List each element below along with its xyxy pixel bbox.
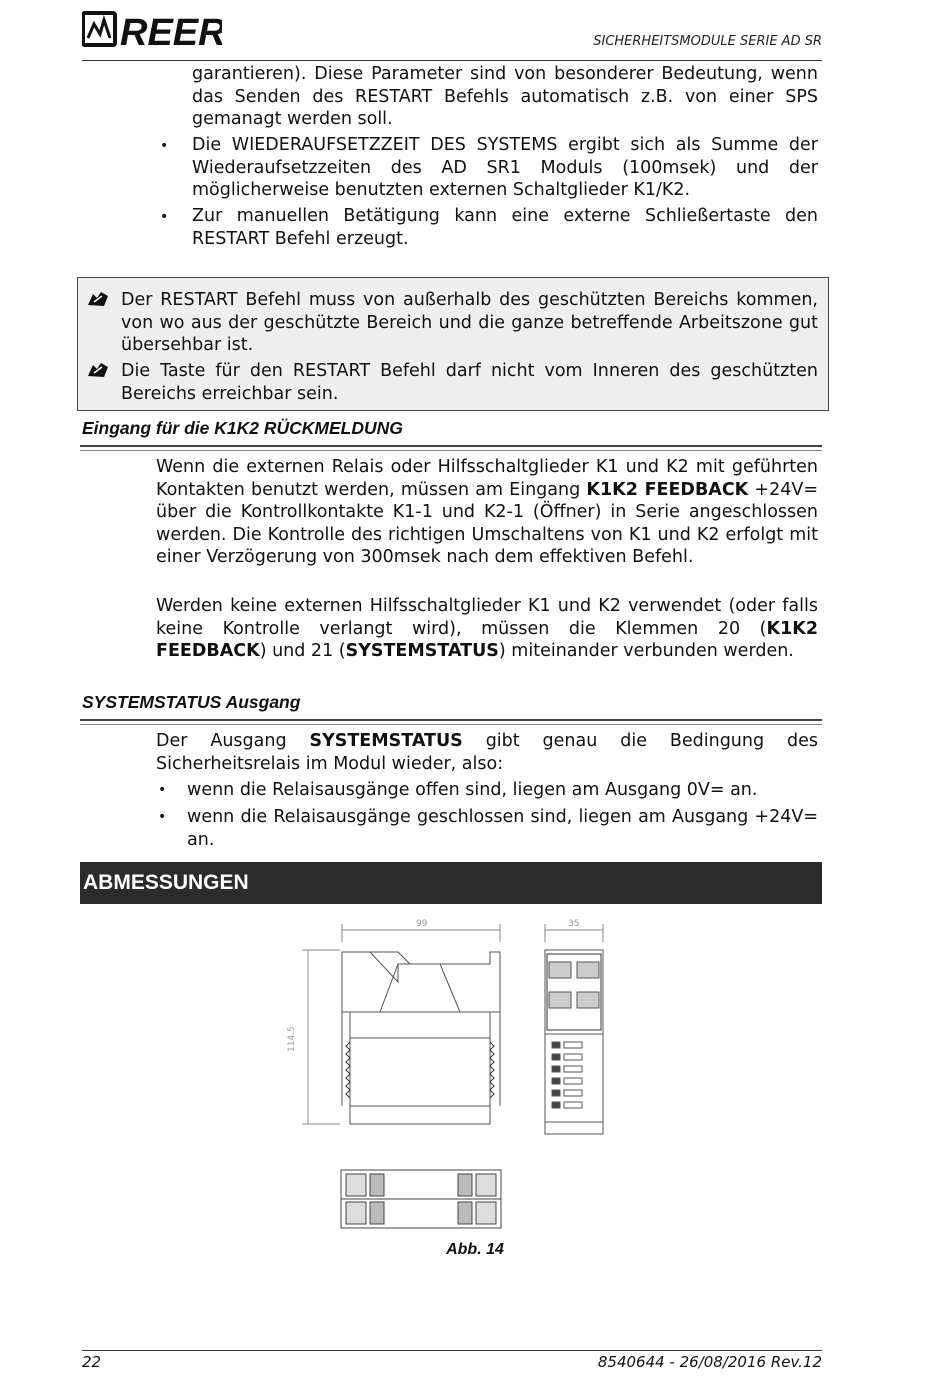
bullet-dot: • — [158, 782, 167, 798]
intro-bullet-1: Die WIEDERAUFSETZZEIT DES SYSTEMS ergibt sich als Summe der Wiederaufsetzzeiten des AD SR1 Moduls (100msek) und der möglicherweise benutzten externen Schaltglieder K1/K2. — [192, 135, 818, 200]
footer-rule — [82, 1350, 822, 1351]
note-hand-icon — [87, 290, 109, 308]
bullet-dot: • — [158, 809, 167, 825]
figure-caption: Abb. 14 — [446, 1241, 504, 1258]
document-reference: 8540644 - 26/08/2016 Rev.12 — [597, 1353, 822, 1371]
systemstatus-paragraph: Der Ausgang SYSTEMSTATUS gibt genau die Bedingung des Sicherheitsrelais im Modul wieder, also: — [156, 731, 818, 774]
note-hand-icon — [87, 361, 109, 379]
systemstatus-bullet-2: wenn die Relaisausgänge geschlossen sind, liegen am Ausgang +24V= an. — [187, 807, 818, 850]
note-2: Die Taste für den RESTART Befehl darf nicht vom Inneren des geschützten Bereichs erreichbar sein. — [121, 361, 818, 404]
systemstatus-bullet-1: wenn die Relaisausgänge offen sind, liegen am Ausgang 0V= an. — [187, 780, 758, 800]
note-box — [77, 277, 829, 411]
intro-bullet-2: Zur manuellen Betätigung kann eine externe Schließertaste den RESTART Befehl erzeugt. — [192, 206, 818, 249]
height-dimension-label: 114.5 — [287, 1026, 297, 1052]
k1k2-paragraph-1: Wenn die externen Relais oder Hilfsschaltglieder K1 und K2 mit geführten Kontakten benutzt werden, müssen am Eingang K1K2 FEEDBACK +24V= über die Kontrollkontakte K1-1 und K2-1 (Öffner) in Serie angeschlossen werden. Die Kontrolle des richtigen Umschaltens von K1 und K2 erfolgt mit einer Verzögerung von 300msek nach dem effektiven Befehl. — [156, 457, 818, 567]
reer-logo — [82, 10, 222, 50]
note-1: Der RESTART Befehl muss von außerhalb des geschützten Bereichs kommen, von wo aus der geschützte Bereich und die ganze betreffende Arbeitszone gut übersehbar ist. — [121, 290, 818, 355]
dimensions-heading: ABMESSUNGEN — [83, 871, 249, 894]
page-number: 22 — [82, 1353, 102, 1371]
depth-dimension-label: 35 — [568, 919, 580, 929]
top-view-drawing — [340, 1168, 505, 1232]
dimensions-heading-bar — [80, 862, 822, 904]
width-dimension-label: 99 — [416, 919, 428, 929]
header-title: SICHERHEITSMODULE SERIE AD SR — [593, 34, 822, 49]
section-rule — [80, 719, 822, 725]
header-rule — [82, 60, 822, 61]
section-heading-k1k2: Eingang für die K1K2 RÜCKMELDUNG — [82, 418, 403, 438]
k1k2-paragraph-2: Werden keine externen Hilfsschaltglieder K1 und K2 verwendet (oder falls keine Kontrolle verlangt wird), müssen die Klemmen 20 (K1K2 FEEDBACK) und 21 (SYSTEMSTATUS) miteinander verbunden werden. — [156, 596, 818, 661]
intro-paragraph: garantieren). Diese Parameter sind von besonderer Bedeutung, wenn das Senden des RESTART Befehls automatisch z.B. von einer SPS gemanagt werden soll. — [192, 64, 818, 129]
logo-text: REER — [120, 12, 222, 50]
bullet-dot: • — [160, 209, 169, 225]
bullet-dot: • — [160, 138, 169, 154]
section-heading-systemstatus: SYSTEMSTATUS Ausgang — [82, 692, 301, 712]
section-rule — [80, 445, 822, 451]
